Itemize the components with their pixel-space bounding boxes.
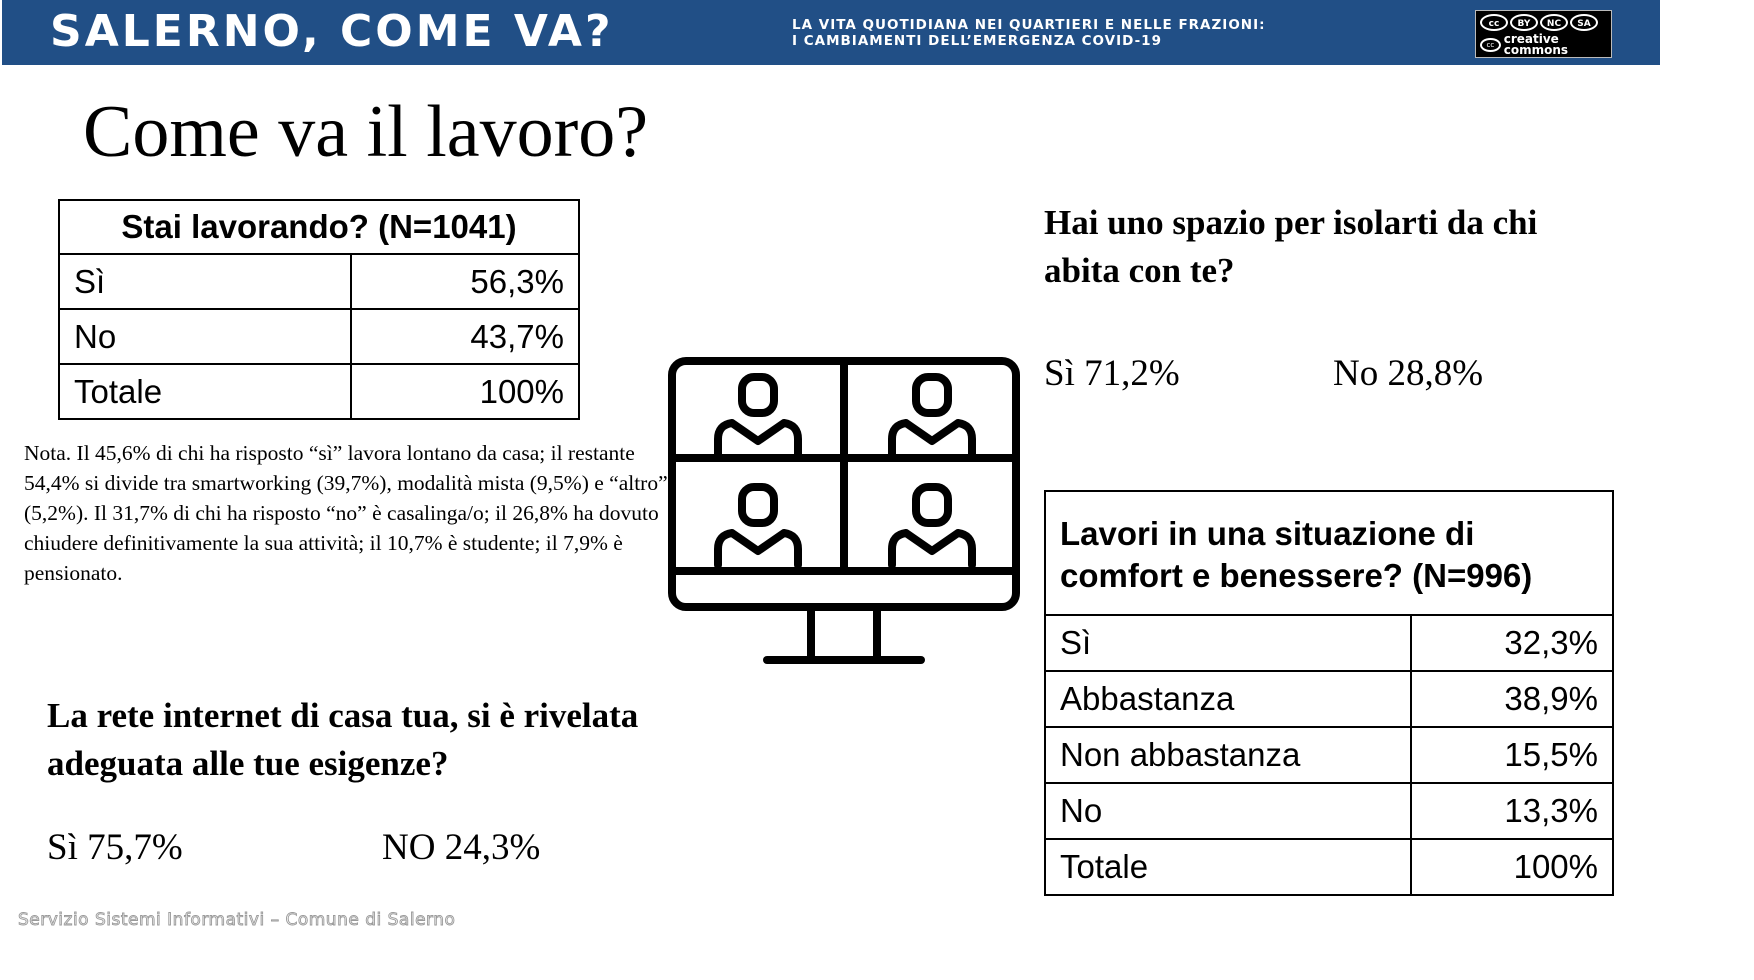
- row-value: 56,3%: [351, 254, 579, 309]
- row-value: 15,5%: [1411, 727, 1613, 783]
- row-value: 38,9%: [1411, 671, 1613, 727]
- row-value: 100%: [351, 364, 579, 419]
- cc-symbol: cc: [1480, 14, 1508, 31]
- row-value: 13,3%: [1411, 783, 1613, 839]
- working-note: Nota. Il 45,6% di chi ha risposto “sì” lavora lontano da casa; il restante 54,4% si divide tra smartworking (39,7%), modalità mista (9,5%) e “altro” (5,2%). Il 31,7% di chi ha risposto “no” è casalinga/o; il 26,8% ha dovuto chiudere definitivamente la sua attività; il 10,7% è studente; il 7,9% è pensionato.: [24, 441, 668, 585]
- table-row: [1045, 671, 1613, 727]
- table-row: [59, 254, 579, 309]
- license-text: creative commons: [1503, 32, 1569, 57]
- internet-answer-yes: Sì 75,7%: [47, 827, 183, 868]
- cc-nc-symbol: NC: [1540, 14, 1568, 31]
- row-label: No: [1045, 783, 1411, 839]
- row-value: 43,7%: [351, 309, 579, 364]
- table-row: [1045, 783, 1613, 839]
- table-row: [59, 364, 579, 419]
- space-question-text: Hai uno spazio per isolarti da chi abita con te?: [1044, 203, 1538, 290]
- banner-subtitle: [792, 17, 1266, 49]
- row-value: 32,3%: [1411, 615, 1613, 671]
- header-banner: [2, 0, 1660, 65]
- page-title: Come va il lavoro?: [83, 91, 649, 173]
- footer-credit: Servizio Sistemi Informativi – Comune di Salerno: [18, 910, 456, 930]
- table-header-row: [1045, 491, 1613, 615]
- row-label: Totale: [59, 364, 351, 419]
- table-row: [59, 309, 579, 364]
- table-row: [1045, 839, 1613, 895]
- cc-sa-symbol: SA: [1570, 14, 1598, 31]
- banner-subtitle-line-2: I CAMBIAMENTI DELL’EMERGENZA COVID-19: [792, 33, 1162, 49]
- internet-question-title: [47, 692, 707, 788]
- table-header: Stai lavorando? (N=1041): [59, 200, 579, 254]
- space-question-title: [1044, 199, 1584, 295]
- row-label: No: [59, 309, 351, 364]
- working-table: [58, 199, 580, 420]
- row-label: Totale: [1045, 839, 1411, 895]
- video-conference-monitor-icon: [668, 357, 1020, 671]
- row-label: Sì: [1045, 615, 1411, 671]
- cc-by-symbol: BY: [1510, 14, 1538, 31]
- cc-mini-symbol: cc: [1480, 38, 1501, 52]
- internet-question-text: La rete internet di casa tua, si è rivelata adeguata alle tue esigenze?: [47, 696, 639, 783]
- comfort-table: [1044, 490, 1614, 896]
- space-answer-yes: Sì 71,2%: [1044, 353, 1180, 394]
- table-header-row: [59, 200, 579, 254]
- row-label: Abbastanza: [1045, 671, 1411, 727]
- table-row: [1045, 615, 1613, 671]
- space-answer-no: No 28,8%: [1333, 353, 1484, 394]
- table-row: [1045, 727, 1613, 783]
- internet-answer-no: NO 24,3%: [382, 827, 541, 868]
- row-label: Non abbastanza: [1045, 727, 1411, 783]
- row-value: 100%: [1411, 839, 1613, 895]
- creative-commons-by-nc-sa-icon: [1475, 10, 1612, 58]
- row-label: Sì: [59, 254, 351, 309]
- banner-title: SALERNO, COME VA?: [50, 6, 614, 57]
- table-header: Lavori in una situazione di comfort e benessere? (N=996): [1045, 491, 1613, 615]
- banner-subtitle-line-1: LA VITA QUOTIDIANA NEI QUARTIERI E NELLE FRAZIONI:: [792, 17, 1266, 33]
